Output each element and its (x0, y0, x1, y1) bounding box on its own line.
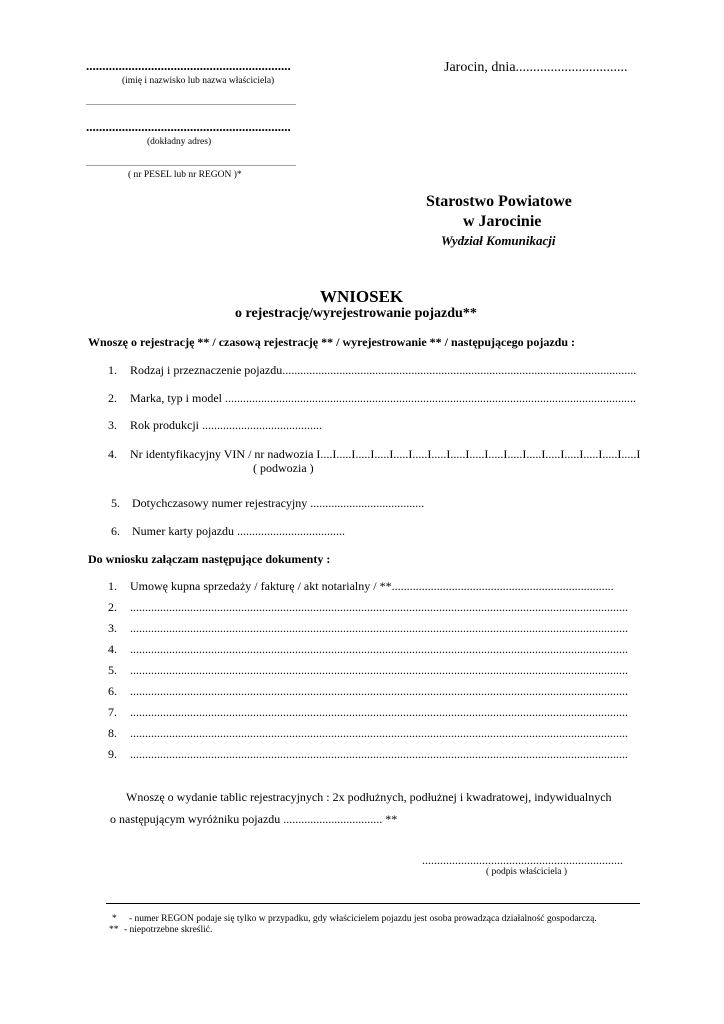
attachment-number: 3. (108, 621, 117, 635)
footnote-divider (106, 903, 640, 904)
attachment-number: 4. (108, 642, 117, 656)
attachment-line: ...................................................................................................................................................................... (130, 600, 628, 614)
vehicle-item-year: Rok produkcji ........................................ (130, 418, 322, 432)
vehicle-item-card-number: Numer karty pojazdu .................................... (132, 524, 345, 538)
vehicle-item-number: 5. (111, 496, 120, 510)
vehicle-item-kind: Rodzaj i przeznaczenie pojazdu...................................................................................................................... (130, 363, 637, 377)
address-dots: ............................................................... (86, 119, 291, 134)
attachment-line: ...................................................................................................................................................................... (130, 663, 628, 677)
attachment-line: ...................................................................................................................................................................... (130, 747, 628, 761)
attachment-line: ...................................................................................................................................................................... (130, 684, 628, 698)
attachment-number: 8. (108, 726, 117, 740)
place-date: Jarocin, dnia................................ (444, 60, 628, 75)
attachment-number: 6. (108, 684, 117, 698)
attachment-line: ...................................................................................................................................................................... (130, 726, 628, 740)
plates-request-line: Wnoszę o wydanie tablic rejestracyjnych : 2x podłużnych, podłużnej i kwadratowej, indywidualnych (126, 790, 612, 804)
attachment-line: ...................................................................................................................................................................... (130, 621, 628, 635)
attachment-number: 5. (108, 663, 117, 677)
plates-marker-line: o następującym wyróżniku pojazdu ................................. ** (110, 812, 398, 826)
vehicle-item-number: 1. (108, 363, 117, 377)
owner-name-dots-2: ......................................................................................................... (86, 98, 296, 107)
request-line: Wnoszę o rejestrację ** / czasową rejestrację ** / wyrejestrowanie ** / następującego pojazdu : (88, 335, 575, 349)
id-number-dots: ......................................................................................................... (86, 159, 296, 168)
addressee-office: Starostwo Powiatowe (426, 193, 572, 210)
footnote-mark: ** (109, 925, 119, 935)
footnote-regon: - numer REGON podaje się tylko w przypadku, gdy właścicielem pojazdu jest osoba prowadząca działalność gospodarczą. (129, 914, 597, 924)
attachment-line: ...................................................................................................................................................................... (130, 705, 628, 719)
owner-name-dots: ............................................................... (86, 58, 291, 73)
vehicle-item-number: 4. (108, 447, 117, 461)
signature-caption: ( podpis właściciela ) (486, 867, 567, 877)
attachment-line: ...................................................................................................................................................................... (130, 642, 628, 656)
vehicle-item-number: 2. (108, 391, 117, 405)
attachment-number: 1. (108, 579, 117, 593)
attachment-number: 7. (108, 705, 117, 719)
vehicle-item-prev-registration: Dotychczasowy numer rejestracyjny ...................................... (132, 496, 425, 510)
vehicle-item-vin: Nr identyfikacyjny VIN / nr nadwozia I....I.....I.....I.....I.....I.....I.....I.....I.....I.....I.....I.....I.....I.....I.....I.....I.....I (130, 447, 641, 461)
vehicle-item-make: Marka, typ i model ......................................................................................................................................... (130, 391, 636, 405)
footnote-strike: - niepotrzebne skreślić. (124, 925, 213, 935)
vin-caption: ( podwozia ) (253, 461, 314, 475)
id-number-caption: ( nr PESEL lub nr REGON )* (128, 170, 242, 180)
address-caption: (dokładny adres) (147, 137, 212, 147)
attachment-line: Umowę kupna sprzedaży / fakturę / akt notarialny / **.......................................................................... (130, 579, 614, 593)
signature-dots: ................................................................... (422, 853, 623, 867)
attachment-number: 2. (108, 600, 117, 614)
owner-name-caption: (imię i nazwisko lub nazwa właściciela) (122, 76, 275, 86)
addressee-department: Wydział Komunikacji (441, 233, 556, 248)
document-subtitle: o rejestrację/wyrejestrowanie pojazdu** (235, 306, 477, 321)
vehicle-item-number: 6. (111, 524, 120, 538)
vehicle-item-number: 3. (108, 418, 117, 432)
document-title: WNIOSEK (320, 287, 404, 306)
attachment-number: 9. (108, 747, 117, 761)
footnote-mark: * (112, 914, 117, 924)
addressee-city: w Jarocinie (463, 213, 542, 230)
attachments-title: Do wniosku załączam następujące dokumenty : (88, 552, 331, 566)
